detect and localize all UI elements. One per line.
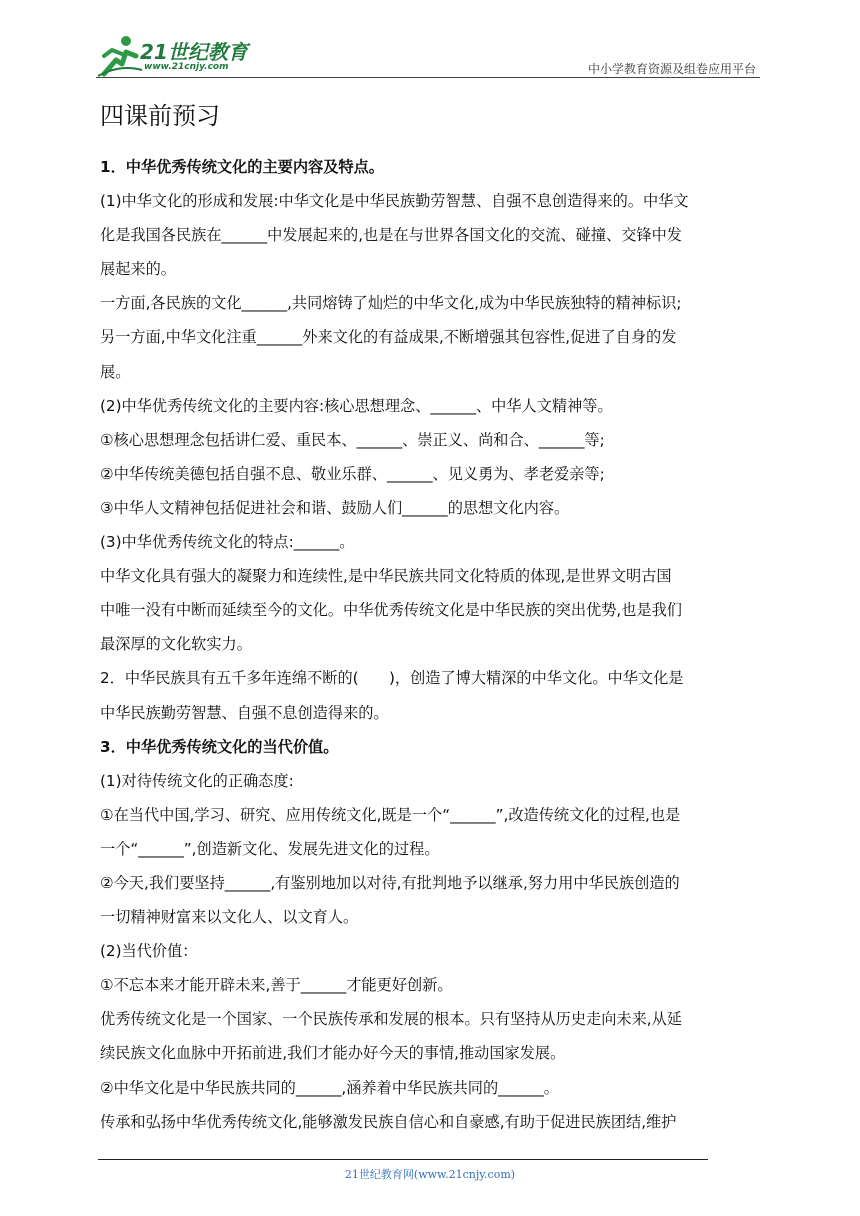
text-line: 中华文化具有强大的凝聚力和连续性,是中华民族共同文化特质的体现,是世界文明古国 [100,567,672,586]
text-line: 3．中华优秀传统文化的当代价值。 [100,737,339,756]
text-line: 展。 [100,362,131,381]
text-line: ②中华文化是中华民族共同的______,涵养着中华民族共同的______。 [100,1078,559,1097]
text-line: 中华民族勤劳智慧、自强不息创造得来的。 [100,703,389,722]
header-divider [96,77,760,78]
text-line: (3)中华优秀传统文化的特点:______。 [100,533,355,552]
text-line: 另一方面,中华文化注重______外来文化的有益成果,不断增强其包容性,促进了自身的发 [100,328,677,347]
text-line: ③中华人文精神包括促进社会和谐、鼓励人们______的思想文化内容。 [100,498,570,517]
text-line: ②今天,我们要坚持______,有鉴别地加以对待,有批判地予以继承,努力用中华民族创造的 [100,873,680,892]
text-line: ①不忘本来才能开辟未来,善于______才能更好创新。 [100,976,453,995]
text-line: 最深厚的文化软实力。 [100,635,252,654]
text-line: 化是我国各民族在______中发展起来的,也是在与世界各国文化的交流、碰撞、交锋中发 [100,226,682,245]
site-logo[interactable] [96,34,266,78]
logo-url: www.21cnjy.com [144,62,229,72]
text-line: ①核心思想理念包括讲仁爱、重民本、______、崇正义、尚和合、______等; [100,430,605,449]
text-line: 优秀传统文化是一个国家、一个民族传承和发展的根本。只有坚持从历史走向未来,从延 [100,1010,682,1029]
runner-logo-icon [96,34,144,78]
text-line: 一方面,各民族的文化______,共同熔铸了灿烂的中华文化,成为中华民族独特的精神标识; [100,294,682,313]
platform-name: 中小学教育资源及组卷应用平台 [587,62,756,76]
text-line: ②中华传统美德包括自强不息、敬业乐群、______、见义勇为、孝老爱亲等; [100,464,605,483]
text-line: (2)中华优秀传统文化的主要内容:核心思想理念、______、中华人文精神等。 [100,396,613,415]
text-line: ①在当代中国,学习、研究、应用传统文化,既是一个“______”,改造传统文化的过程,也是 [100,805,681,824]
text-line: (1)对待传统文化的正确态度: [100,771,294,790]
text-line: 展起来的。 [100,260,176,279]
text-line: 传承和弘扬中华优秀传统文化,能够激发民族自信心和自豪感,有助于促进民族团结,维护 [100,1112,677,1131]
text-line: (1)中华文化的形成和发展:中华文化是中华民族勤劳智慧、自强不息创造得来的。中华文 [100,192,689,211]
text-line: 续民族文化血脉中开拓前进,我们才能办好今天的事情,推动国家发展。 [100,1044,566,1063]
text-line: (2)当代价值： [100,942,198,961]
text-line: 2．中华民族具有五千多年连绵不断的( )，创造了博大精深的中华文化。中华文化是 [100,669,684,688]
text-line: 中唯一没有中断而延续至今的文化。中华优秀传统文化是中华民族的突出优势,也是我们 [100,601,682,620]
text-line: 一切精神财富来以文化人、以文育人。 [100,908,359,927]
text-line: 1．中华优秀传统文化的主要内容及特点。 [100,158,384,176]
footer-divider [98,1159,708,1160]
footer-link[interactable]: 21世纪教育网(www.21cnjy.com) [344,1168,516,1181]
document-body [100,150,764,1139]
text-line: 一个“______”,创造新文化、发展先进文化的过程。 [100,839,440,858]
page-header [96,30,760,80]
section-title: 四课前预习 [100,102,220,130]
logo-text: 21世纪教育 [140,40,248,64]
